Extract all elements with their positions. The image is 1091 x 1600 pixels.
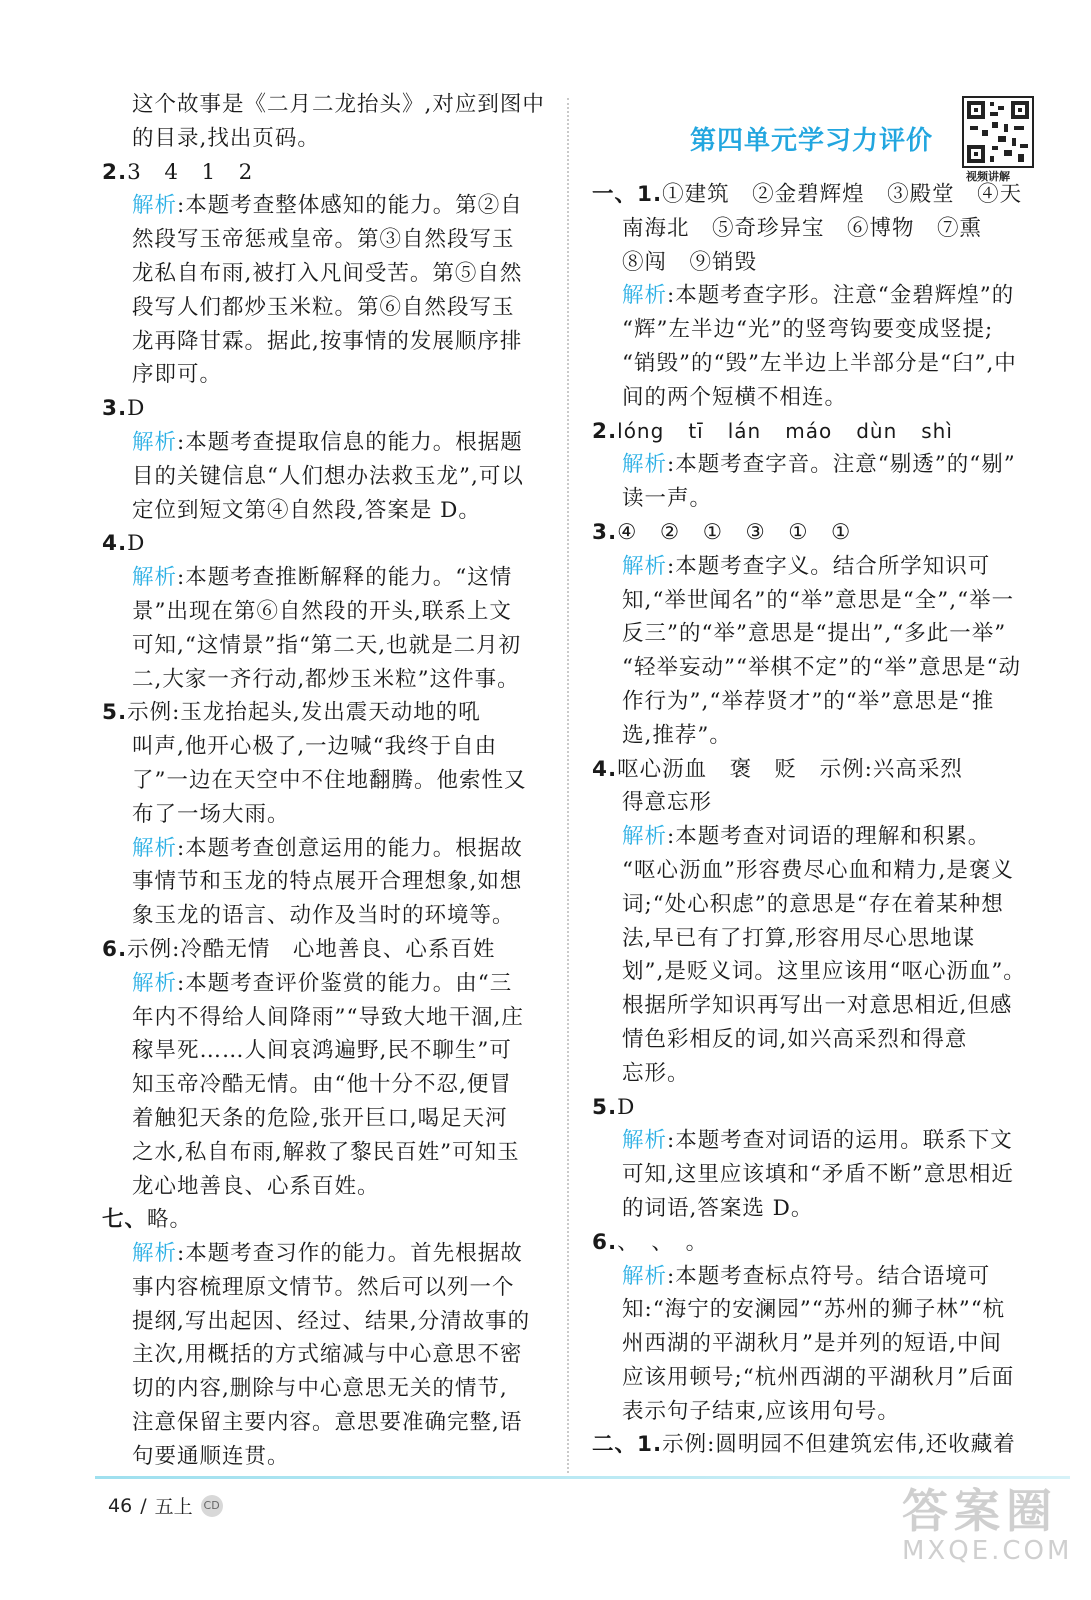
watermark-top: 答案圈 [902,1484,1058,1538]
line-text: 词;“处心积虑”的意思是“存在着某种想 [622,891,1004,917]
line-text: :本题考查整体感知的能力。第②自 [177,193,523,219]
line-text: 呕心沥血 褒 贬 示例:兴高采烈 [617,756,963,782]
text-line [102,291,544,325]
question-number: 1. [637,1432,663,1458]
line-text: 的目录,找出页码。 [132,125,320,151]
line-text: 序即可。 [132,362,223,388]
text-line [102,494,544,528]
text-line [592,1124,1044,1158]
text-line [592,415,1044,449]
pinyin-answer: lóng [617,418,665,443]
text-line [592,313,1044,347]
text-line [102,1440,544,1474]
line-text: D [127,531,146,557]
text-line [592,1057,1044,1091]
text-line [102,832,544,866]
text-line [102,1136,544,1170]
page-number: 46 [108,1494,133,1517]
edition-badge-icon: CD [201,1495,223,1517]
line-text: 段写人们都炒玉米粒。第⑥自然段写玉 [132,294,515,320]
text-line [592,448,1044,482]
text-line [102,1068,544,1102]
line-text: :本题考查字义。结合所学知识可 [667,553,991,579]
line-text: 应该用顿号;“杭州西湖的平湖秋月”后面 [622,1364,1015,1390]
text-line [592,854,1044,888]
text-line [592,922,1044,956]
line-text: 、 、 。 [617,1229,709,1255]
line-text: :本题考查提取信息的能力。根据题 [177,429,523,455]
line-text: 注意保留主要内容。意思要准确完整,语 [132,1410,523,1436]
line-text: D [617,1094,636,1120]
line-text: 法,早已有了打算,形容用尽心思地谋 [622,925,976,951]
text-line [592,279,1044,313]
text-line [102,1203,544,1237]
line-text: 选,推荐”。 [622,722,732,748]
line-text: 布了一场大雨。 [132,801,290,827]
analysis-label: 解析 [132,1241,178,1267]
line-text: 年内不得给人间降雨”“导致大地干涸,庄 [132,1004,524,1030]
line-text: 的词语,答案选 D。 [622,1195,814,1221]
text-line [102,595,544,629]
line-text: :本题考查习作的能力。首先根据故 [177,1241,523,1267]
line-text: 反三”的“举”意思是“提出”,“多此一举” [622,621,1007,647]
line-text: 示例:冷酷无情 心地善良、心系百姓 [127,936,496,962]
line-text: :本题考查标点符号。结合语境可 [667,1263,991,1289]
text-line [102,156,544,190]
text-line [592,347,1044,381]
text-line [102,561,544,595]
text-line [102,764,544,798]
line-text: 景”出现在第⑥自然段的开头,联系上文 [132,598,512,624]
line-text: 然段写玉帝惩戒皇帝。第③自然段写玉 [132,227,515,253]
analysis-label: 解析 [132,429,178,455]
text-line [592,1226,1044,1260]
line-text: :本题考查字形。注意“金碧辉煌”的 [667,283,1015,309]
text-line [592,1395,1044,1429]
line-text: 作行为”,“举荐贤才”的“举”意思是“推 [622,688,995,714]
pinyin-answer: shì [921,418,953,443]
text-line [592,1293,1044,1327]
line-text: 这个故事是《二月二龙抬头》,对应到图中 [132,92,545,117]
analysis-label: 解析 [132,565,178,591]
line-text: 事情节和玉龙的特点展开合理想象,如想 [132,869,523,895]
text-line [592,212,1044,246]
line-text: :本题考查对词语的运用。联系下文 [667,1128,1013,1154]
question-number: 5. [102,700,128,726]
line-text: :本题考查创意运用的能力。根据故 [177,835,523,861]
text-line [102,629,544,663]
text-line [592,1192,1044,1226]
footer [108,1492,223,1519]
line-text: 示例:圆明园不但建筑宏伟,还收藏着 [662,1432,1016,1458]
line-text: 间的两个短横不相连。 [622,384,848,410]
line-text: 之水,私自布雨,解救了黎民百姓”可知玉 [132,1139,520,1165]
text-line [102,325,544,359]
text-line [592,1091,1044,1125]
text-line [592,888,1044,922]
text-line [592,381,1044,415]
pinyin-answer: tī [688,418,704,443]
line-text: 了”一边在天空中不住地翻腾。他索性又 [132,767,527,793]
text-line [102,1237,544,1271]
question-number: 3. [102,396,128,422]
line-text: 情色彩相反的词,如兴高采烈和得意 [622,1026,968,1052]
analysis-label: 解析 [622,824,668,850]
text-line [102,189,544,223]
qr-label: 视频讲解 [966,170,1010,183]
line-text: 可知,“这情景”指“第二天,也就是二月初 [132,632,522,658]
line-text: 表示句子结束,应该用句号。 [622,1398,900,1424]
line-text: 句要通顺连贯。 [132,1443,290,1469]
watermark-bottom: MXQE.COM [902,1536,1073,1566]
line-text: 龙心地善良、心系百姓。 [132,1173,380,1199]
line-text: ⑧闯 ⑨销毁 [622,249,758,275]
line-text: :本题考查评价鉴赏的能力。由“三 [177,970,513,996]
line-text: 略。 [147,1207,193,1233]
line-text: 二,大家一齐行动,都炒玉米粒”这件事。 [132,666,520,692]
question-number: 2. [592,418,618,444]
line-text: :本题考查对词语的理解和积累。 [667,824,991,850]
text-line [102,1271,544,1305]
text-line [592,584,1044,618]
text-line [592,955,1044,989]
text-line [102,1170,544,1204]
line-text: “轻举妄动”“举棋不定”的“举”意思是“动 [622,655,1021,681]
line-text: 切的内容,删除与中心意思无关的情节, [132,1376,508,1402]
text-line [592,1327,1044,1361]
text-line [592,617,1044,651]
line-text: 目的关键信息“人们想办法救玉龙”,可以 [132,463,524,489]
grade-label: 五上 [154,1496,193,1518]
column-divider [567,98,569,1473]
text-line [102,460,544,494]
question-number: 4. [592,756,618,782]
text-line [592,719,1044,753]
pinyin-answer: dùn [856,418,898,443]
text-line [592,1023,1044,1057]
left-column [102,88,544,1474]
watermark [902,1486,1072,1566]
line-text: 得意忘形 [622,790,713,816]
text-line [592,989,1044,1023]
line-text: 着触犯天条的危险,张开巨口,喝足天河 [132,1105,508,1131]
line-text: 可知,这里应该填和“矛盾不断”意思相近 [622,1162,1014,1188]
text-line [592,786,1044,820]
line-text: 龙再降甘霖。据此,按事情的发展顺序排 [132,328,523,354]
text-line [102,527,544,561]
line-text: ④ ② ① ③ ① ① [617,519,852,545]
text-line [592,1260,1044,1294]
text-line [102,358,544,392]
text-line [592,550,1044,584]
question-number: 1. [637,182,663,207]
line-text: ①建筑 ②金碧辉煌 ③殿堂 ④天 [662,182,1023,207]
question-number: 6. [592,1229,618,1255]
text-line [102,730,544,764]
text-line [102,1001,544,1035]
section-marker: 二、 [592,1432,638,1458]
text-line [102,1034,544,1068]
text-line [592,1428,1044,1462]
text-line [102,88,544,122]
line-text: “呕心沥血”形容费尽心血和精力,是褒义 [622,857,1014,883]
text-line [102,1406,544,1440]
line-text: “辉”左半边“光”的竖弯钩要变成竖提; [622,317,994,343]
line-text: 象玉龙的语言、动作及当时的环境等。 [132,903,515,929]
line-text: 提纲,写出起因、经过、结果,分清故事的 [132,1308,531,1334]
line-text: 读一声。 [622,486,713,512]
text-line [102,1372,544,1406]
text-line [102,426,544,460]
qr-code-icon[interactable] [962,96,1034,168]
text-line [102,1338,544,1372]
text-line [592,246,1044,280]
line-text: 3 4 1 2 [127,159,254,185]
text-line [102,933,544,967]
line-text: 知玉帝冷酷无情。由“他十分不忍,便冒 [132,1072,512,1098]
text-line [592,651,1044,685]
text-line [592,516,1044,550]
text-line [102,257,544,291]
text-line [102,899,544,933]
text-line [102,663,544,697]
text-line [592,1361,1044,1395]
line-text: 知:“海宁的安澜园”“苏州的狮子林”“杭 [622,1297,1006,1323]
line-text: 知,“举世闻名”的“举”意思是“全”,“举一 [622,587,1015,613]
line-text: “销毁”的“毁”左半边上半部分是“臼”,中 [622,350,1017,376]
question-number: 2. [102,159,128,185]
line-text: 划”,是贬义词。这里应该用“呕心沥血”。 [622,959,1026,985]
question-number: 3. [592,519,618,545]
line-text: 示例:玉龙抬起头,发出震天动地的吼 [127,700,481,726]
text-line [592,685,1044,719]
text-line [592,1158,1044,1192]
text-line [102,1305,544,1339]
text-line [592,178,1044,212]
unit-title: 第四单元学习力评价 [690,126,934,156]
text-line [592,820,1044,854]
line-text: 南海北 ⑤奇珍异宝 ⑥博物 ⑦熏 [622,215,983,241]
line-text: 根据所学知识再写出一对意思相近,但感 [622,993,1013,1019]
line-text: 事内容梳理原文情节。然后可以列一个 [132,1274,515,1300]
question-number: 5. [592,1094,618,1120]
right-column [592,178,1044,1462]
text-line [102,865,544,899]
text-line [102,967,544,1001]
analysis-label: 解析 [622,553,668,579]
line-text: 龙私自布雨,被打入凡间受苦。第⑤自然 [132,260,523,286]
text-line [102,392,544,426]
analysis-label: 解析 [622,452,668,478]
analysis-label: 解析 [132,970,178,996]
text-line [102,696,544,730]
analysis-label: 解析 [132,835,178,861]
section-marker: 七、 [102,1207,148,1233]
line-text: 稼旱死……人间哀鸿遍野,民不聊生”可 [132,1038,512,1064]
pinyin-answer: lán [727,418,762,443]
line-text: :本题考查推断解释的能力。“这情 [177,565,513,591]
footer-separator: / [140,1494,147,1517]
text-line [592,482,1044,516]
question-number: 4. [102,531,128,557]
line-text: D [127,396,146,422]
footer-rule [95,1476,1070,1479]
analysis-label: 解析 [622,1263,668,1289]
line-text: 州西湖的平湖秋月”是并列的短语,中间 [622,1331,1002,1357]
analysis-label: 解析 [622,283,668,309]
line-text: 忘形。 [622,1060,690,1086]
text-line [592,753,1044,787]
question-number: 6. [102,936,128,962]
line-text: 主次,用概括的方式缩减与中心意思不密 [132,1342,523,1368]
text-line [102,1102,544,1136]
text-line [102,122,544,156]
line-text: 定位到短文第④自然段,答案是 D。 [132,497,481,523]
analysis-label: 解析 [622,1128,668,1154]
section-marker: 一、 [592,182,638,207]
text-line [102,223,544,257]
line-text: 叫声,他开心极了,一边喊“我终于自由 [132,734,498,760]
line-text: :本题考查字音。注意“剔透”的“剔” [667,452,1016,478]
text-line [102,798,544,832]
analysis-label: 解析 [132,193,178,219]
pinyin-answer: máo [785,418,833,443]
